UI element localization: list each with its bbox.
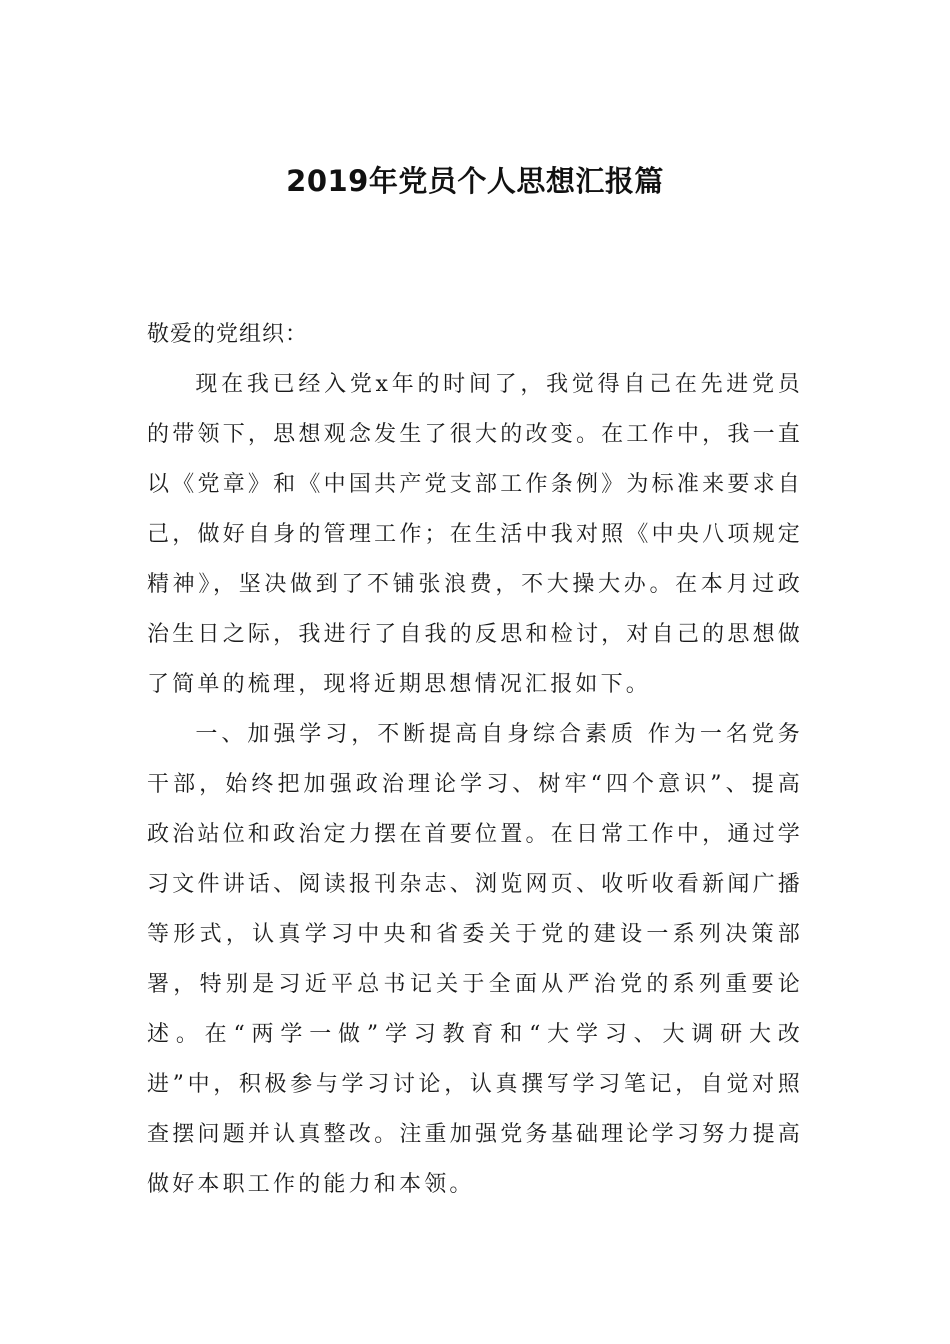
paragraph-intro: 现在我已经入党x年的时间了，我觉得自己在先进党员的带领下，思想观念发生了很大的改变。在工作中，我一直以《党章》和《中国共产党支部工作条例》为标准来要求自己，做好自身的管理工作；在生活中我对照《中央八项规定精神》，坚决做到了不铺张浪费，不大操大办。在本月过政治生日之际，我进行了自我的反思和检讨，对自己的思想做了简单的梳理，现将近期思想情况汇报如下。: [147, 372, 803, 697]
salutation: 敬爱的党组织：: [147, 322, 309, 347]
document-body: [147, 310, 803, 1210]
paragraph-section-one: 一、加强学习，不断提高自身综合素质 作为一名党务干部，始终把加强政治理论学习、树牢“四个意识”、提高政治站位和政治定力摆在首要位置。在日常工作中，通过学习文件讲话、阅读报刊杂志、浏览网页、收听收看新闻广播等形式，认真学习中央和省委关于党的建设一系列决策部署，特别是习近平总书记关于全面从严治党的系列重要论述。在“两学一做”学习教育和“大学习、大调研大改进”中，积极参与学习讨论，认真撰写学习笔记，自觉对照查摆问题并认真整改。注重加强党务基础理论学习努力提高做好本职工作的能力和本领。: [147, 722, 803, 1197]
document-title: 2019年党员个人思想汇报篇: [286, 164, 664, 198]
